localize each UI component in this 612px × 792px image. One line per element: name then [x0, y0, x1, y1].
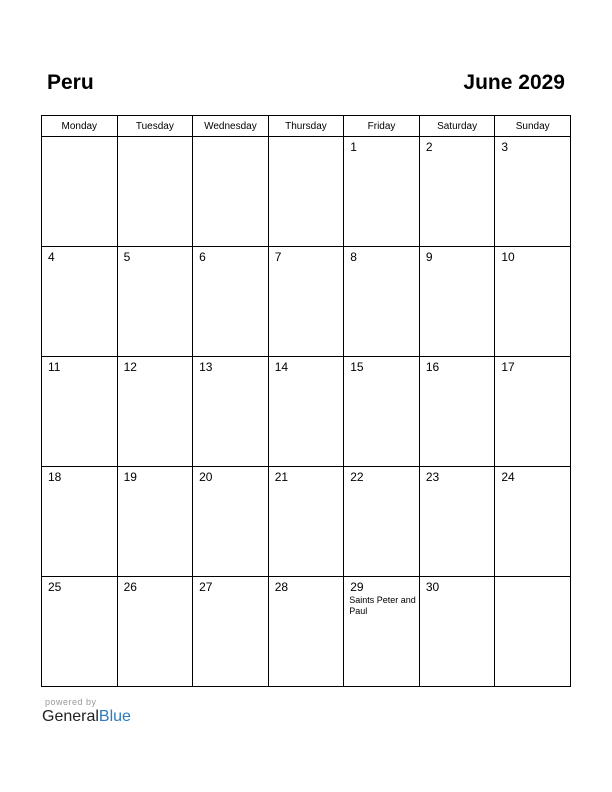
day-cell	[344, 247, 420, 357]
day-number: 9	[425, 250, 433, 264]
weekday-monday: Monday	[42, 116, 118, 137]
day-number: 4	[48, 250, 55, 264]
day-cell	[42, 247, 118, 357]
day-cell	[268, 357, 344, 467]
weekday-friday: Friday	[344, 116, 420, 137]
day-cell	[117, 247, 193, 357]
weekday-tuesday: Tuesday	[117, 116, 193, 137]
day-cell	[193, 247, 269, 357]
day-cell	[495, 577, 571, 687]
day-number	[495, 577, 570, 580]
day-number: 16	[425, 360, 440, 374]
day-number: 28	[274, 580, 289, 594]
day-number: 21	[274, 470, 289, 484]
country-title: Peru	[47, 71, 94, 94]
day-number: 7	[274, 250, 282, 264]
day-cell	[419, 467, 495, 577]
day-cell	[193, 467, 269, 577]
weekday-saturday: Saturday	[419, 116, 495, 137]
day-number: 15	[350, 360, 364, 374]
week-row-3	[42, 357, 571, 467]
day-cell	[495, 357, 571, 467]
day-cell	[419, 577, 495, 687]
day-number	[118, 137, 193, 140]
day-number: 10	[501, 250, 515, 264]
day-number: 5	[123, 250, 131, 264]
month-year-title: June 2029	[463, 71, 565, 94]
weekday-thursday: Thursday	[268, 116, 344, 137]
day-cell	[344, 467, 420, 577]
day-number: 2	[425, 140, 433, 154]
week-row-2	[42, 247, 571, 357]
day-number: 25	[48, 580, 62, 594]
day-cell	[419, 247, 495, 357]
day-cell	[495, 247, 571, 357]
day-cell	[193, 357, 269, 467]
day-number: 26	[123, 580, 137, 594]
day-number: 13	[199, 360, 213, 374]
brand-name-part1: General	[42, 708, 99, 725]
day-cell	[268, 467, 344, 577]
day-number: 22	[350, 470, 364, 484]
week-row-1	[42, 137, 571, 247]
day-cell	[42, 577, 118, 687]
week-row-5	[42, 577, 571, 687]
day-cell	[117, 137, 193, 247]
day-cell	[268, 137, 344, 247]
day-number: 12	[123, 360, 137, 374]
day-cell	[42, 357, 118, 467]
day-number: 30	[425, 580, 440, 594]
powered-by-text: powered by	[45, 697, 97, 707]
day-number: 27	[199, 580, 213, 594]
day-number: 24	[501, 470, 515, 484]
day-number: 20	[199, 470, 213, 484]
day-cell	[117, 467, 193, 577]
day-number	[269, 137, 344, 140]
day-number: 18	[48, 470, 62, 484]
day-cell	[495, 137, 571, 247]
brand-name	[42, 708, 131, 726]
day-cell	[268, 247, 344, 357]
day-cell	[42, 137, 118, 247]
day-cell	[344, 577, 420, 687]
week-row-4	[42, 467, 571, 577]
day-cell	[193, 577, 269, 687]
day-cell	[419, 137, 495, 247]
day-number: 11	[48, 360, 61, 374]
day-cell	[42, 467, 118, 577]
day-cell	[268, 577, 344, 687]
day-number: 8	[350, 250, 357, 264]
weekday-header-row	[42, 116, 571, 137]
day-cell	[419, 357, 495, 467]
weekday-sunday: Sunday	[495, 116, 571, 137]
day-number: 14	[274, 360, 289, 374]
day-number: 6	[199, 250, 206, 264]
day-cell	[117, 577, 193, 687]
day-cell	[344, 357, 420, 467]
day-number	[193, 137, 268, 140]
day-cell	[193, 137, 269, 247]
day-number: 1	[350, 140, 357, 154]
day-cell	[495, 467, 571, 577]
holiday-label: Saints Peter and Paul	[349, 595, 416, 616]
day-cell	[344, 137, 420, 247]
day-number	[42, 137, 117, 140]
generalblue-logo	[42, 697, 131, 726]
day-number: 19	[123, 470, 137, 484]
calendar-grid	[41, 115, 571, 687]
day-number: 3	[501, 140, 509, 154]
weekday-wednesday: Wednesday	[193, 116, 269, 137]
day-number: 23	[425, 470, 440, 484]
day-cell	[117, 357, 193, 467]
brand-name-part2: Blue	[98, 708, 131, 725]
day-number: 29	[350, 580, 364, 594]
day-number: 17	[501, 360, 515, 374]
